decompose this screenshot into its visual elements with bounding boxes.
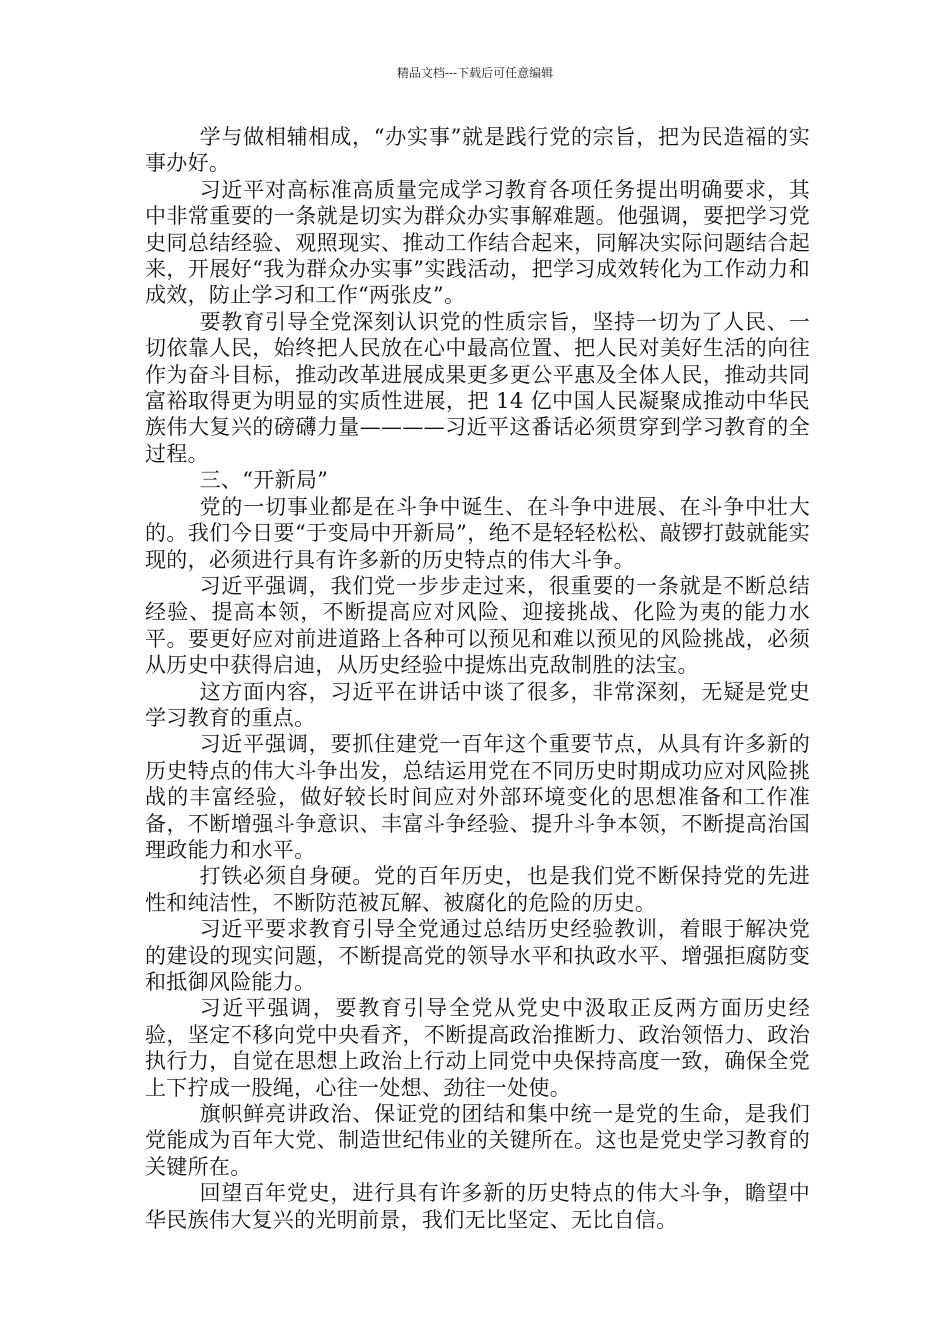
paragraph: 习近平要求教育引导全党通过总结历史经验教训，着眼于解决党的建设的现实问题，不断提高党的领导水平和执政水平、增强拒腐防变和抵御风险能力。 [145,917,810,994]
paragraph: 习近平强调，要抓住建党一百年这个重要节点，从具有许多新的历史特点的伟大斗争出发，总结运用党在不同历史时期成功应对风险挑战的丰富经验，做好较长时间应对外部环境变化的思想准备和工作准备，不断增强斗争意识、丰富斗争经验、提升斗争本领，不断提高治国理政能力和水平。 [145,732,810,862]
paragraph: 要教育引导全党深刻认识党的性质宗旨，坚持一切为了人民、一切依靠人民，始终把人民放在心中最高位置、把人民对美好生活的向往作为奋斗目标，推动改革进展成果更多更公平惠及全体人民，推动共同富裕取得更为明显的实质性进展，把 14 亿中国人民凝聚成推动中华民族伟大复兴的磅礴力量————习近平这番话必须贯穿到学习教育的全过程。 [145,309,810,466]
document-body [145,124,810,1233]
paragraph: 打铁必须自身硬。党的百年历史，也是我们党不断保持党的先进性和纯洁性，不断防范被瓦解、被腐化的危险的历史。 [145,864,810,915]
paragraph: 旗帜鲜亮讲政治、保证党的团结和集中统一是党的生命，是我们党能成为百年大党、制造世纪伟业的关键所在。这也是党史学习教育的关键所在。 [145,1102,810,1179]
paragraph: 习近平对高标准高质量完成学习教育各项任务提出明确要求，其中非常重要的一条就是切实为群众办实事解难题。他强调，要把学习党史同总结经验、观照现实、推动工作结合起来，同解决实际问题结合起来，开展好“我为群众办实事”实践活动，把学习成效转化为工作动力和成效，防止学习和工作“两张皮”。 [145,177,810,308]
paragraph: 习近平强调，要教育引导全党从党史中汲取正反两方面历史经验，坚定不移向党中央看齐，不断提高政治推断力、政治领悟力、政治执行力，自觉在思想上政治上行动上同党中央保持高度一致，确保全党上下拧成一股绳，心往一处想、劲往一处使。 [145,996,810,1100]
page-header: 精品文档---下载后可任意编辑 [396,66,554,80]
paragraph: 学与做相辅相成，“办实事”就是践行党的宗旨，把为民造福的实事办好。 [145,125,810,176]
paragraph: 党的一切事业都是在斗争中诞生、在斗争中进展、在斗争中壮大的。我们今日要“于变局中开新局”，绝不是轻轻松松、敲锣打鼓就能实现的，必须进行具有许多新的历史特点的伟大斗争。 [145,494,810,572]
section-heading: 三、“开新局” [199,468,329,493]
paragraph: 这方面内容，习近平在讲话中谈了很多，非常深刻，无疑是党史学习教育的重点。 [145,679,810,730]
paragraph: 回望百年党史，进行具有许多新的历史特点的伟大斗争，瞻望中华民族伟大复兴的光明前景，我们无比坚定、无比自信。 [145,1181,810,1232]
paragraph: 习近平强调，我们党一步步走过来，很重要的一条就是不断总结经验、提高本领，不断提高应对风险、迎接挑战、化险为夷的能力水平。要更好应对前进道路上各种可以预见和难以预见的风险挑战，必须从历史中获得启迪，从历史经验中提炼出克敌制胜的法宝。 [145,573,810,678]
